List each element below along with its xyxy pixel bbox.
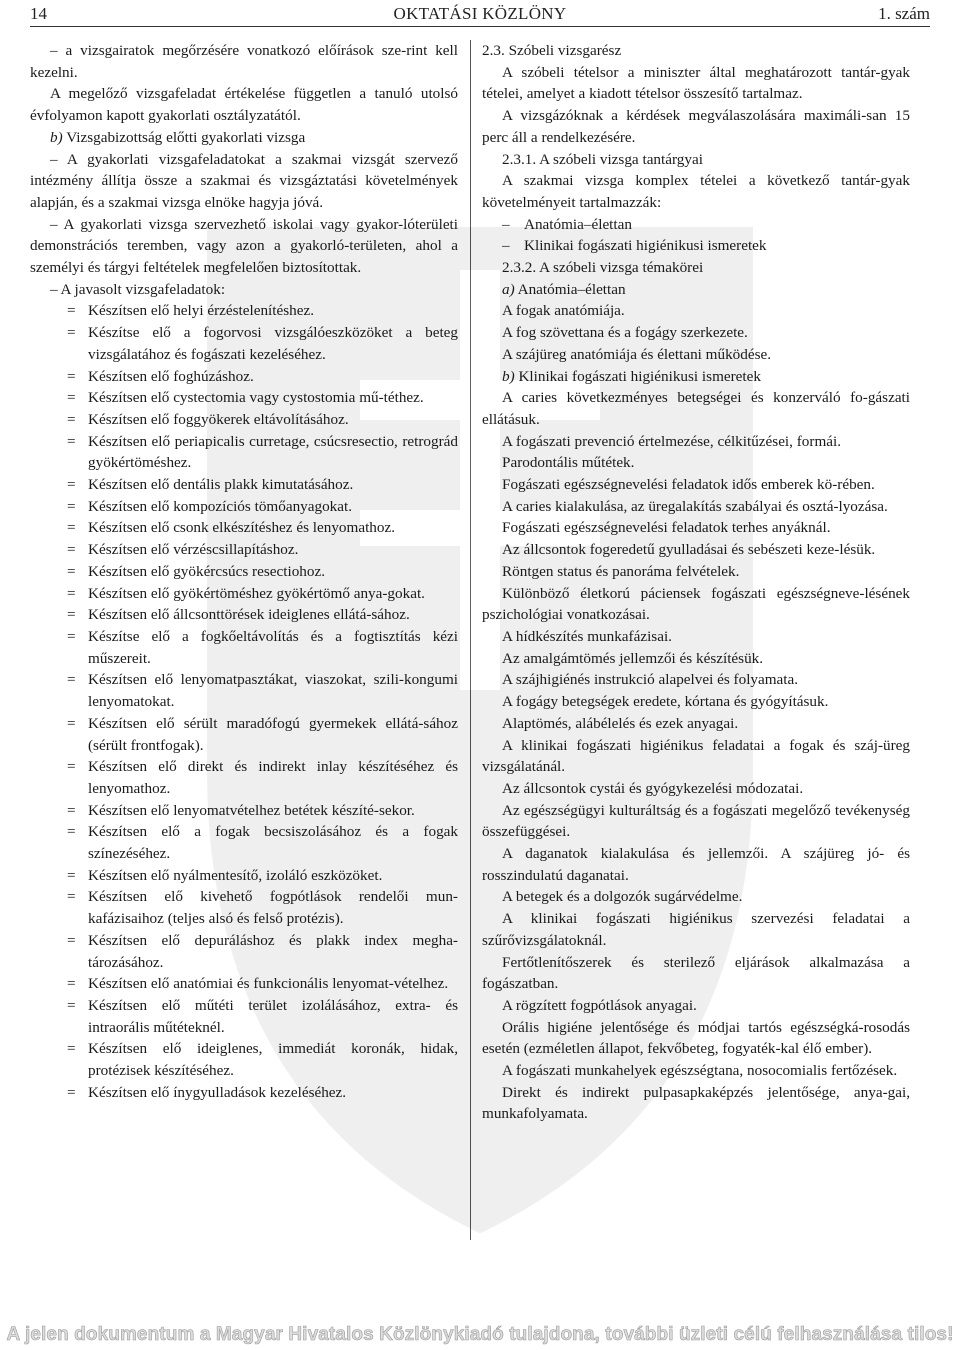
list-marker: – <box>502 237 510 255</box>
list-item-text: Direkt és indirekt pulpasapkaképzés jelentősége, anya-gai, munkafolyamata. <box>482 1083 910 1123</box>
list-item-text: Készítse elő a fogorvosi vizsgálóeszközöket a beteg vizsgálatához és fogászati kezeléséhez. <box>88 324 458 363</box>
list-item-text: Készítsen elő lenyomatpasztákat, viaszokat, szili-kongumi lenyomatokat. <box>88 671 458 711</box>
list-item <box>482 648 910 670</box>
list-item-text: A rögzített fogpótlások anyagai. <box>502 996 697 1014</box>
list-item <box>482 496 910 518</box>
list-marker: = <box>67 476 76 494</box>
list-item <box>30 539 458 561</box>
list-marker: = <box>67 497 76 515</box>
list-item-text: A szájhigiénés instrukció alapelvei és folyamata. <box>502 671 799 689</box>
list-item <box>30 973 458 995</box>
list-item-text: Készítsen elő sérült maradófogú gyermekek ellátá-sához (sérült frontfogak). <box>88 714 458 754</box>
list-marker: = <box>67 584 76 602</box>
list-marker: = <box>67 975 76 993</box>
list-item-text: Készítsen elő kivehető fogpótlások rendelői mun-kafázisaihoz (teljes alsó és felső protézis). <box>88 888 458 928</box>
list-item <box>30 930 458 973</box>
task-list <box>30 300 458 1103</box>
list-item-text: Készítsen elő anatómiai és funkcionális lenyomat-vételhez. <box>88 975 449 993</box>
journal-title: OKTATÁSI KÖZLÖNY <box>393 4 567 23</box>
list-marker: = <box>67 302 76 320</box>
list-item <box>30 886 458 929</box>
list-item-text: Készítsen elő állcsonttörések ideiglenes ellátá-sához. <box>88 606 410 624</box>
list-item <box>482 1017 910 1060</box>
paragraph: – a vizsgairatok megőrzésére vonatkozó előírások sze-rint kell kezelni. <box>30 42 458 81</box>
list-item <box>482 322 910 344</box>
list-item <box>482 800 910 843</box>
list-item <box>30 626 458 669</box>
list-item <box>482 1082 910 1125</box>
list-item-text: Fertőtlenítőszerek és sterilező eljárások alkalmazása a fogászatban. <box>482 953 910 993</box>
list-item <box>30 322 458 365</box>
list-marker: = <box>67 627 76 645</box>
list-item-text: Készítsen elő lenyomatvételhez betétek készíté-sekor. <box>88 801 415 819</box>
paragraph: – A javasolt vizsgafeladatok: <box>50 280 226 298</box>
list-item <box>30 713 458 756</box>
list-item-text: A klinikai fogászati higiénikus szervezési feladatai a szűrővizsgálatoknál. <box>482 910 910 949</box>
topic-list-a <box>482 300 910 365</box>
list-marker: = <box>67 1083 76 1101</box>
section-heading: 2.3.2. A szóbeli vizsga témakörei <box>502 259 704 277</box>
subject-list <box>482 214 910 257</box>
list-item-text: Készítsen elő ideiglenes, immediát koronák, hidak, protézisek készítéséhez. <box>88 1040 458 1080</box>
list-marker: = <box>67 432 76 450</box>
subsection-label: a) <box>502 280 515 298</box>
list-item <box>30 865 458 887</box>
ownership-notice: A jelen dokumentum a Magyar Hivatalos Közlönykiadó tulajdona, további üzleti célú felhasználása tilos! <box>6 1324 954 1345</box>
list-item-text: A szájüreg anatómiája és élettani működése. <box>502 345 772 363</box>
list-marker: = <box>67 1040 76 1058</box>
list-item-text: Készítsen elő cystectomia vagy cystostomia mű-téthez. <box>88 389 424 407</box>
list-item-text: A hídkészítés munkafázisai. <box>502 627 672 645</box>
list-item <box>30 366 458 388</box>
list-item-text: A fogágy betegségek eredete, kórtana és gyógyításuk. <box>502 693 829 711</box>
list-item-text: Az egészségügyi kulturáltság és a fogászati megelőző tevékenység összefüggései. <box>482 801 910 841</box>
list-item-text: A klinikai fogászati higiénikus feladatai a fogak és száj-üreg vizsgálatánál. <box>482 736 910 776</box>
list-item-text: Készítsen elő nyálmentesítő, izoláló eszközöket. <box>88 866 383 884</box>
paragraph: – A gyakorlati vizsga szervezhető iskolai vagy gyakor-lóterületi demonstrációs teremben, vagy azon a gyakorló-területen, ahol a személyi és tárgyi feltételek megfelelően biztosítottak. <box>30 215 458 277</box>
list-item-text: Készítsen elő műtéti terület izolálásához, extra- és intraorális műtéteknél. <box>88 996 458 1036</box>
list-item-text: Készítsen elő direkt és indirekt inlay készítéséhez és lenyomathoz. <box>88 758 458 797</box>
list-item-text: Készítse elő a fogkőeltávolítás és a fogtisztítás kézi műszereit. <box>88 627 458 667</box>
list-item-text: Készítsen elő a fogak becsiszolásához és a fogak színezéséhez. <box>88 823 458 863</box>
list-item-text: A betegek és a dolgozók sugárvédelme. <box>502 888 743 906</box>
list-item <box>30 517 458 539</box>
list-item-text: Anatómia–élettan <box>524 215 632 233</box>
list-marker: = <box>67 931 76 949</box>
list-item-text: Az amalgámtömés jellemzői és készítésük. <box>502 649 764 667</box>
list-item <box>482 952 910 995</box>
list-item <box>482 300 910 322</box>
list-marker: – <box>502 215 510 233</box>
list-marker: = <box>67 519 76 537</box>
list-item <box>482 626 910 648</box>
list-item-text: Röntgen status és panoráma felvételek. <box>502 562 740 580</box>
list-item <box>30 409 458 431</box>
list-item <box>30 821 458 864</box>
list-item <box>482 735 910 778</box>
list-item-text: Készítsen elő gyökértöméshez gyökértömő anya-gokat. <box>88 584 425 602</box>
list-item <box>482 908 910 951</box>
subsection-title: Klinikai fogászati higiénikusi ismeretek <box>518 367 761 385</box>
list-item-text: A fogászati munkahelyek egészségtana, nosocomialis fertőzések. <box>502 1062 898 1080</box>
list-item <box>482 778 910 800</box>
list-item-text: A fogak anatómiája. <box>502 302 625 320</box>
list-marker: = <box>67 389 76 407</box>
list-item-text: Orális higiéne jelentősége és módjai tartós egészségká-rosodás esetén (ezméletlen állapot, fekvőbeteg, fogyaték-kal élő ember). <box>482 1018 910 1058</box>
subsection-title: Anatómia–élettan <box>517 280 626 298</box>
list-marker: = <box>67 758 76 776</box>
list-item <box>482 235 910 257</box>
list-marker: = <box>67 714 76 732</box>
list-item-text: Készítsen elő depuráláshoz és plakk index megha-tározásához. <box>88 931 458 971</box>
list-item-text: Készítsen elő ínygyulladások kezeléséhez. <box>88 1083 347 1101</box>
list-item <box>30 431 458 474</box>
list-marker: = <box>67 823 76 841</box>
list-item-text: A caries következményes betegségei és konzerváló fo-gászati ellátásuk. <box>482 389 910 428</box>
list-item-text: A fog szövettana és a fogágy szerkezete. <box>502 324 748 342</box>
list-marker: = <box>67 562 76 580</box>
list-item-text: A daganatok kialakulása és jellemzői. A szájüreg jó- és rosszindulatú daganatai. <box>482 845 910 884</box>
right-column <box>482 40 910 1125</box>
list-item <box>30 387 458 409</box>
paragraph: – A gyakorlati vizsgafeladatokat a szakmai vizsgát szervező intézmény állítja össze a szakmai és vizsgáztatási követelmények alapján, és a szakmai vizsga elnöke hagyja jóvá. <box>30 150 458 211</box>
section-heading: 2.3.1. A szóbeli vizsga tantárgyai <box>502 150 703 168</box>
list-item-text: Fogászati egészségnevelési feladatok terhes anyáknál. <box>502 519 831 537</box>
list-item <box>482 713 910 735</box>
list-item-text: A caries kialakulása, az üregalakítás szabályai és osztá-lyozása. <box>502 497 888 515</box>
list-item <box>482 995 910 1017</box>
list-item-text: Készítsen elő dentális plakk kimutatásához. <box>88 476 354 494</box>
list-marker: = <box>67 367 76 385</box>
list-item <box>482 344 910 366</box>
list-item-text: Készítsen elő csonk elkészítéshez és lenyomathoz. <box>88 519 396 537</box>
list-item-text: Készítsen elő periapicalis curretage, csúcsresectio, retrográd gyökértöméshez. <box>88 432 458 472</box>
subsection-heading <box>30 127 458 149</box>
list-item <box>30 1082 458 1104</box>
list-item-text: Készítsen elő helyi érzéstelenítéshez. <box>88 302 315 320</box>
list-item <box>30 583 458 605</box>
list-item <box>482 387 910 430</box>
list-item <box>30 496 458 518</box>
list-marker: = <box>67 888 76 906</box>
subsection-title: Vizsgabizottság előtti gyakorlati vizsga <box>66 128 306 146</box>
list-item-text: Készítsen elő vérzéscsillapításhoz. <box>88 541 299 559</box>
list-marker: = <box>67 671 76 689</box>
list-item <box>482 214 910 236</box>
subsection-label: b) <box>502 367 515 385</box>
list-item <box>482 669 910 691</box>
list-item <box>482 843 910 886</box>
list-item-text: Az állcsontok fogeredetű gyulladásai és sebészeti keze-lésük. <box>502 541 876 559</box>
list-item <box>482 431 910 453</box>
list-item <box>482 561 910 583</box>
paragraph: A megelőző vizsgafeladat értékelése független a tanuló utolsó évfolyamon kapott gyakorlati osztályzatától. <box>30 85 458 125</box>
list-item <box>482 452 910 474</box>
subsection-label: b) <box>50 128 63 146</box>
topic-list-b <box>482 387 910 1125</box>
paragraph: A vizsgázóknak a kérdések megválaszolására maximáli-san 15 perc áll a rendelkezésére. <box>482 107 910 146</box>
list-item <box>30 604 458 626</box>
list-item-text: Készítsen elő foggyökerek eltávolításához. <box>88 410 349 428</box>
list-item <box>482 583 910 626</box>
list-item <box>482 1060 910 1082</box>
list-marker: = <box>67 541 76 559</box>
paragraph: A szakmai vizsga komplex tételei a következő tantár-gyak követelményeit tartalmazzák: <box>482 172 910 211</box>
list-item-text: Parodontális műtétek. <box>502 454 635 472</box>
list-item-text: Különböző életkorú páciensek fogászati egészségneve-lésének pszichológiai vonatkozásai. <box>482 584 910 624</box>
paragraph: A szóbeli tételsor a miniszter által meghatározott tantár-gyak tételei, amelyet a kiadott tételsor összesítő tartalmaz. <box>482 63 910 103</box>
list-item-text: Klinikai fogászati higiénikusi ismeretek <box>524 237 767 255</box>
list-item-text: Készítsen elő foghúzáshoz. <box>88 367 254 385</box>
list-marker: = <box>67 410 76 428</box>
list-item <box>482 517 910 539</box>
list-item <box>482 691 910 713</box>
list-item-text: A fogászati prevenció értelmezése, célkitűzései, formái. <box>502 432 842 450</box>
list-item <box>482 886 910 908</box>
page-header <box>30 4 930 28</box>
list-item-text: Készítsen elő gyökércsúcs resectiohoz. <box>88 562 326 580</box>
subsection-heading <box>482 366 910 388</box>
page-number: 14 <box>30 4 47 23</box>
list-marker: = <box>67 606 76 624</box>
list-item-text: Fogászati egészségnevelési feladatok idős emberek kö-rében. <box>502 476 875 494</box>
list-marker: = <box>67 866 76 884</box>
list-item <box>30 800 458 822</box>
list-item <box>30 669 458 712</box>
list-item <box>30 995 458 1038</box>
issue-number: 1. szám <box>878 4 930 23</box>
list-item-text: Készítsen elő kompozíciós tömőanyagokat. <box>88 497 353 515</box>
list-marker: = <box>67 324 76 342</box>
left-column <box>30 40 458 1103</box>
list-item-text: Alaptömés, alábélelés és ezek anyagai. <box>502 714 739 732</box>
list-marker: = <box>67 801 76 819</box>
list-marker: = <box>67 996 76 1014</box>
section-heading: 2.3. Szóbeli vizsgarész <box>482 42 622 59</box>
column-divider <box>470 40 471 1240</box>
subsection-heading <box>482 279 910 301</box>
list-item <box>482 474 910 496</box>
header-rule <box>30 26 930 27</box>
list-item <box>482 539 910 561</box>
list-item <box>30 561 458 583</box>
list-item <box>30 1038 458 1081</box>
list-item <box>30 474 458 496</box>
list-item <box>30 756 458 799</box>
list-item <box>30 300 458 322</box>
list-item-text: Az állcsontok cystái és gyógykezelési módozatai. <box>502 779 804 797</box>
